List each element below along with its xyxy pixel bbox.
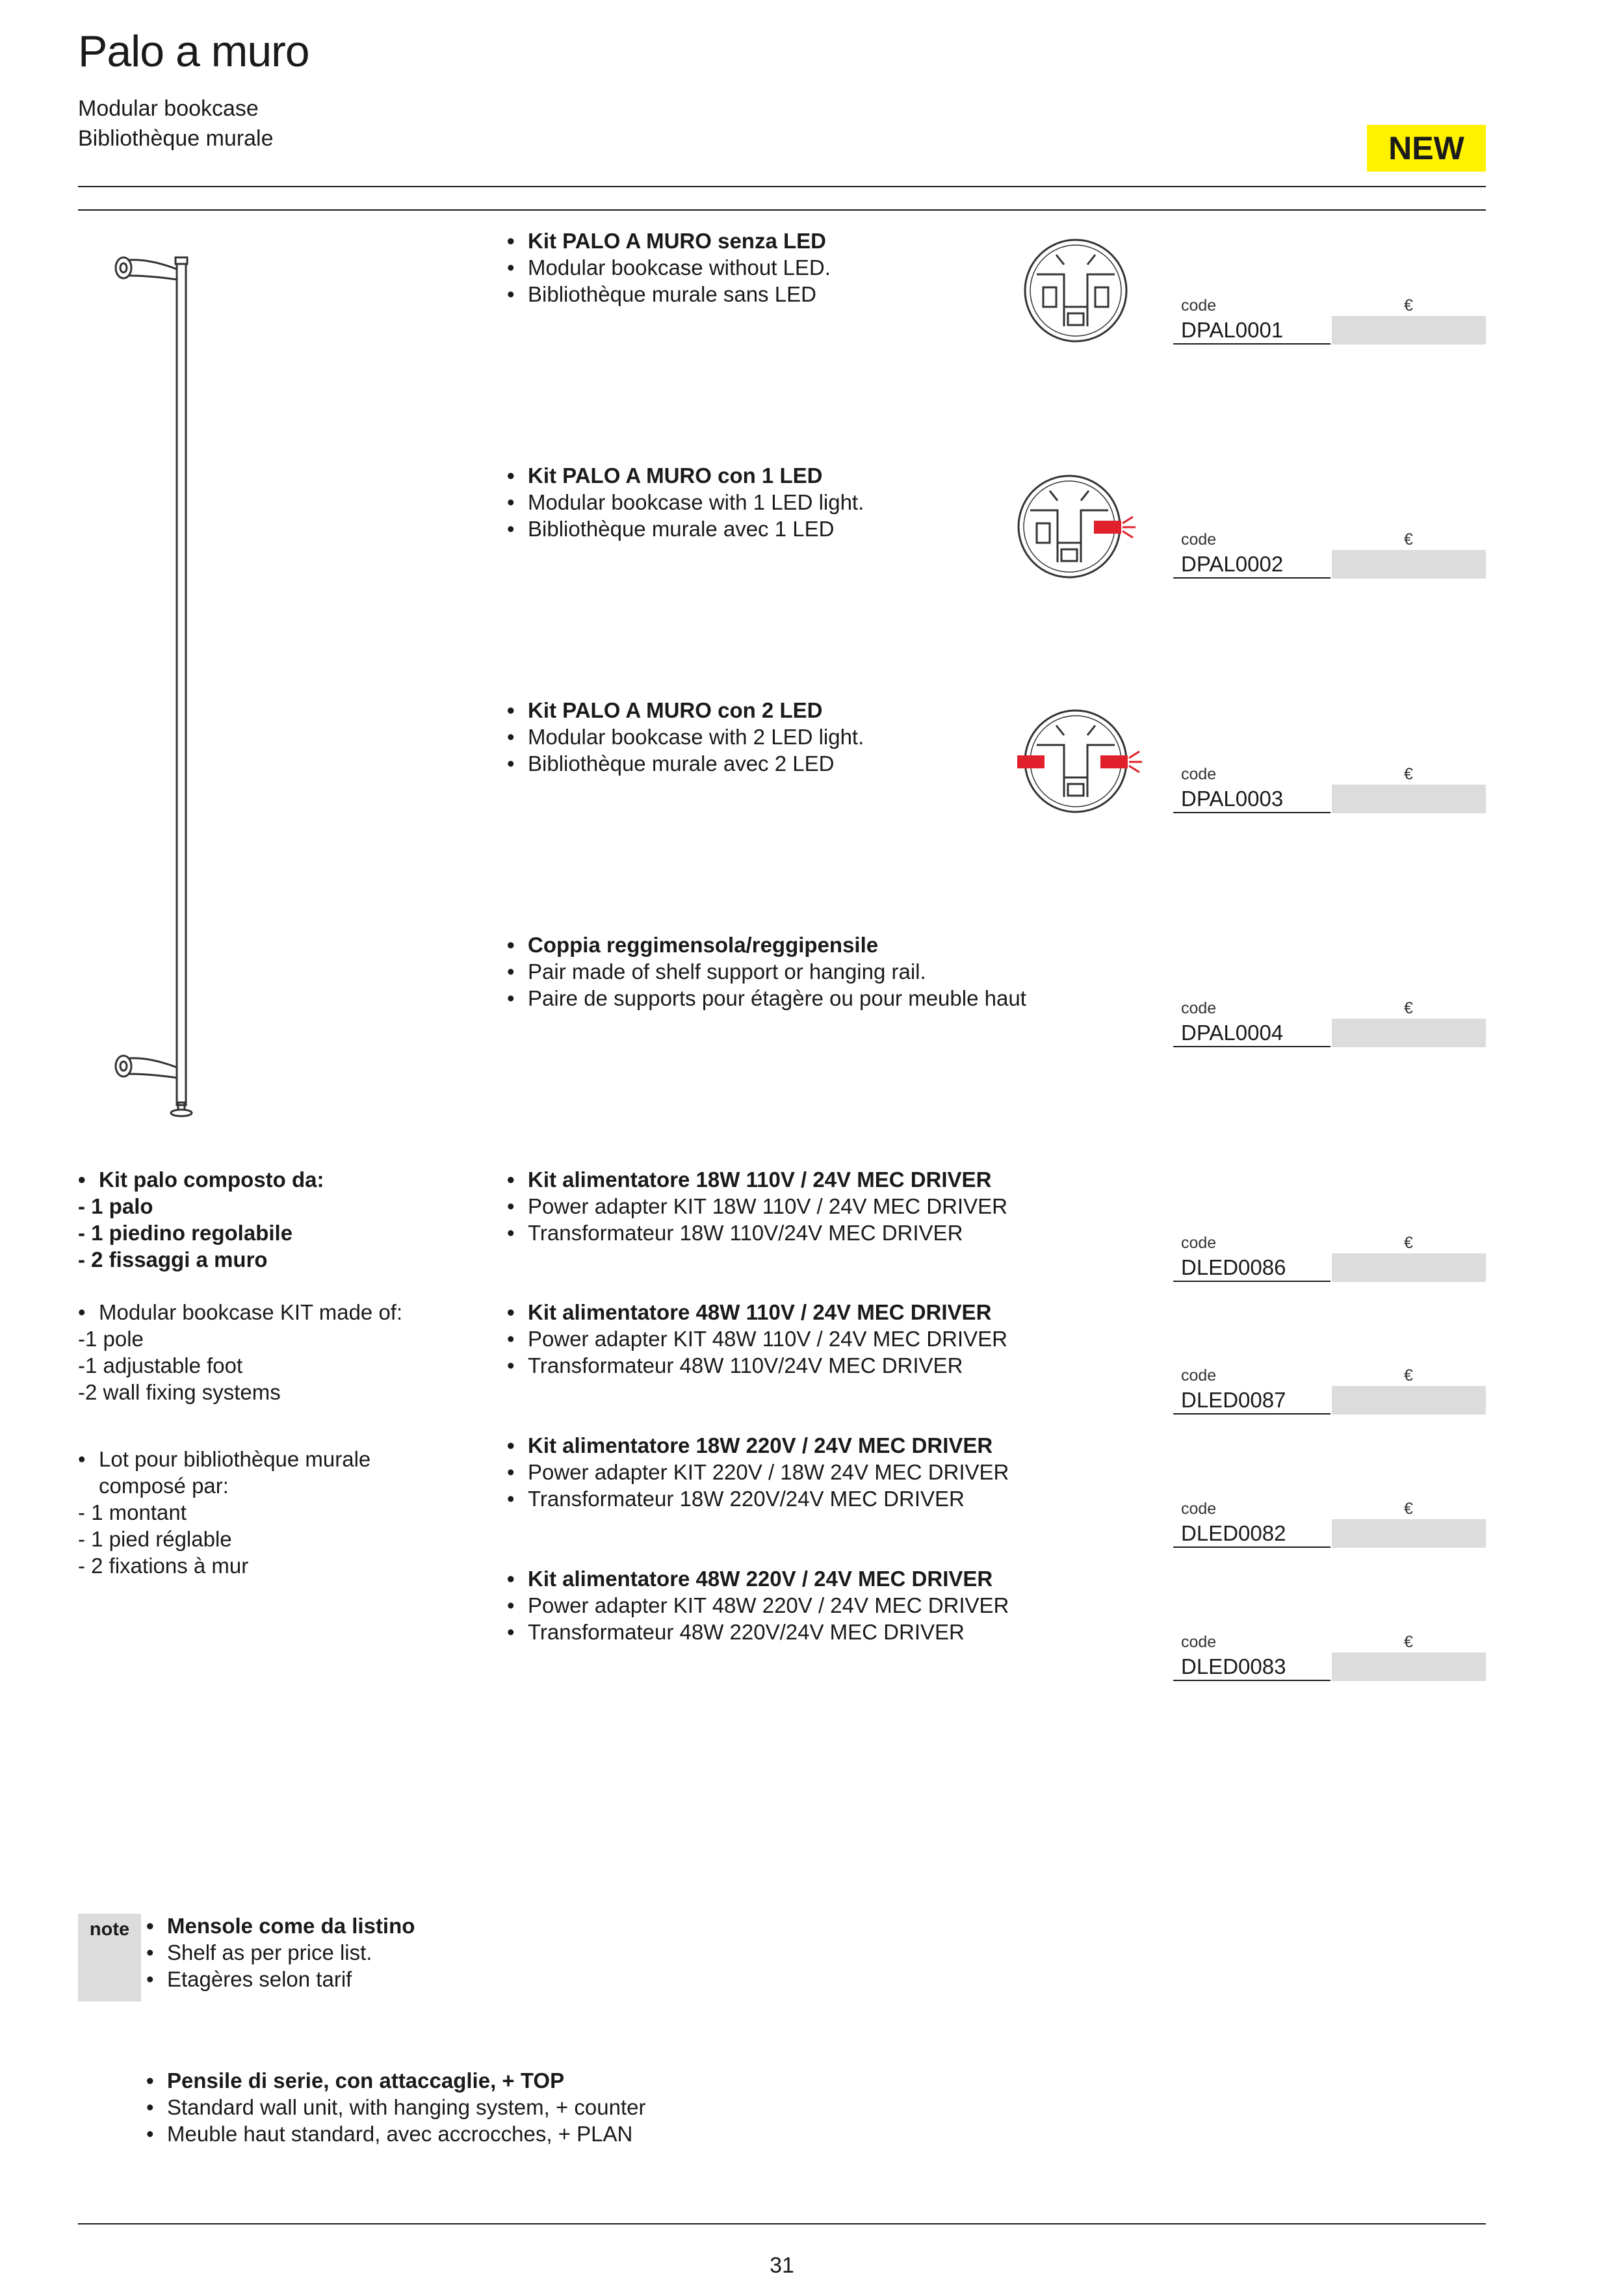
product-code: DPAL0002: [1173, 550, 1331, 579]
driver-1: • Kit alimentatore 18W 110V / 24V MEC DRIVER • Power adapter KIT 18W 110V / 24V MEC DRIVER • Transformateur 18W 110V/24V MEC DRIVER: [507, 1168, 1007, 1245]
product-2-fr: Bibliothèque murale avec 1 LED: [528, 517, 835, 541]
code-box-8: code € DLED0083: [1173, 1633, 1486, 1682]
price-cell: [1332, 550, 1486, 579]
code-box-2: code € DPAL0002: [1173, 530, 1486, 580]
product-code: DLED0082: [1173, 1519, 1331, 1548]
price-cell: [1332, 785, 1486, 813]
code-box-6: code € DLED0087: [1173, 1366, 1486, 1416]
subtitle-en: Modular bookcase: [78, 96, 259, 121]
page-number: 31: [770, 2253, 794, 2278]
product-code: DLED0087: [1173, 1386, 1331, 1415]
driver-4: • Kit alimentatore 48W 220V / 24V MEC DRIVER • Power adapter KIT 48W 220V / 24V MEC DRIVER • Transformateur 48W 220V/24V MEC DRIVER: [507, 1567, 1009, 1644]
code-box-7: code € DLED0082: [1173, 1500, 1486, 1549]
product-2-title: Kit PALO A MURO con 1 LED: [528, 463, 823, 488]
header-rule-top: [78, 186, 1486, 187]
driver-3: • Kit alimentatore 18W 220V / 24V MEC DRIVER • Power adapter KIT 220V / 18W 24V MEC DRIVER • Transformateur 18W 220V/24V MEC DRIVER: [507, 1433, 1009, 1511]
product-1: • Kit PALO A MURO senza LED • Modular bookcase without LED. • Bibliothèque murale sans LED: [507, 229, 831, 306]
price-cell: [1332, 1519, 1486, 1548]
code-box-3: code € DPAL0003: [1173, 765, 1486, 815]
product-4-fr: Paire de supports pour étagère ou pour meuble haut: [528, 986, 1026, 1010]
product-code: DLED0086: [1173, 1253, 1331, 1282]
kit-description-it: • Kit palo composto da: - 1 palo - 1 piedino regolabile - 2 fissaggi a muro: [78, 1168, 324, 1272]
product-code: DPAL0004: [1173, 1019, 1331, 1047]
profile-no-led-icon: [1017, 235, 1134, 346]
code-box-1: code € DPAL0001: [1173, 296, 1486, 346]
driver-2: • Kit alimentatore 48W 110V / 24V MEC DRIVER • Power adapter KIT 48W 110V / 24V MEC DRIVER • Transformateur 48W 110V/24V MEC DRIVER: [507, 1300, 1007, 1377]
product-2-en: Modular bookcase with 1 LED light.: [528, 490, 864, 514]
product-1-title: Kit PALO A MURO senza LED: [528, 229, 826, 253]
product-4: • Coppia reggimensola/reggipensile • Pair made of shelf support or hanging rail. • Paire de supports pour étagère ou pour meuble haut: [507, 933, 1026, 1010]
footer-rule: [78, 2223, 1486, 2224]
price-cell: [1332, 1386, 1486, 1415]
code-box-5: code € DLED0086: [1173, 1234, 1486, 1283]
product-2: • Kit PALO A MURO con 1 LED • Modular bookcase with 1 LED light. • Bibliothèque murale avec 1 LED: [507, 463, 864, 541]
product-code: DLED0083: [1173, 1652, 1331, 1681]
note-block-1: • Mensole come da listino • Shelf as per price list. • Etagères selon tarif: [146, 1914, 415, 1991]
product-3-fr: Bibliothèque murale avec 2 LED: [528, 751, 835, 776]
note-tag: note: [78, 1914, 141, 2002]
product-code: DPAL0001: [1173, 316, 1331, 345]
product-1-en: Modular bookcase without LED.: [528, 255, 831, 280]
product-1-fr: Bibliothèque murale sans LED: [528, 282, 816, 306]
subtitle-fr: Bibliothèque murale: [78, 126, 274, 151]
price-cell: [1332, 1652, 1486, 1681]
product-code: DPAL0003: [1173, 785, 1331, 813]
price-cell: [1332, 1253, 1486, 1282]
profile-2-led-icon: [1004, 706, 1147, 816]
product-3: • Kit PALO A MURO con 2 LED • Modular bookcase with 2 LED light. • Bibliothèque murale avec 2 LED: [507, 698, 864, 776]
kit-description-en: • Modular bookcase KIT made of: -1 pole -1 adjustable foot -2 wall fixing systems: [78, 1300, 403, 1404]
kit-description-fr: • Lot pour bibliothèque murale composé par: - 1 montant - 1 pied réglable - 2 fixations à mur: [78, 1447, 371, 1578]
new-badge: NEW: [1367, 125, 1486, 172]
code-box-4: code € DPAL0004: [1173, 999, 1486, 1049]
price-cell: [1332, 1019, 1486, 1047]
price-cell: [1332, 316, 1486, 345]
note-block-2: • Pensile di serie, con attaccaglie, + TOP • Standard wall unit, with hanging system, + counter • Meuble haut standard, avec accrocches, + PLAN: [146, 2068, 646, 2146]
profile-1-led-icon: [1011, 471, 1141, 582]
wall-pole-illustration: [110, 254, 208, 1125]
product-4-en: Pair made of shelf support or hanging rail.: [528, 959, 926, 984]
page-title: Palo a muro: [78, 27, 309, 76]
product-3-en: Modular bookcase with 2 LED light.: [528, 725, 864, 749]
product-4-title: Coppia reggimensola/reggipensile: [528, 933, 879, 957]
product-3-title: Kit PALO A MURO con 2 LED: [528, 698, 823, 722]
header-rule-bottom: [78, 209, 1486, 211]
